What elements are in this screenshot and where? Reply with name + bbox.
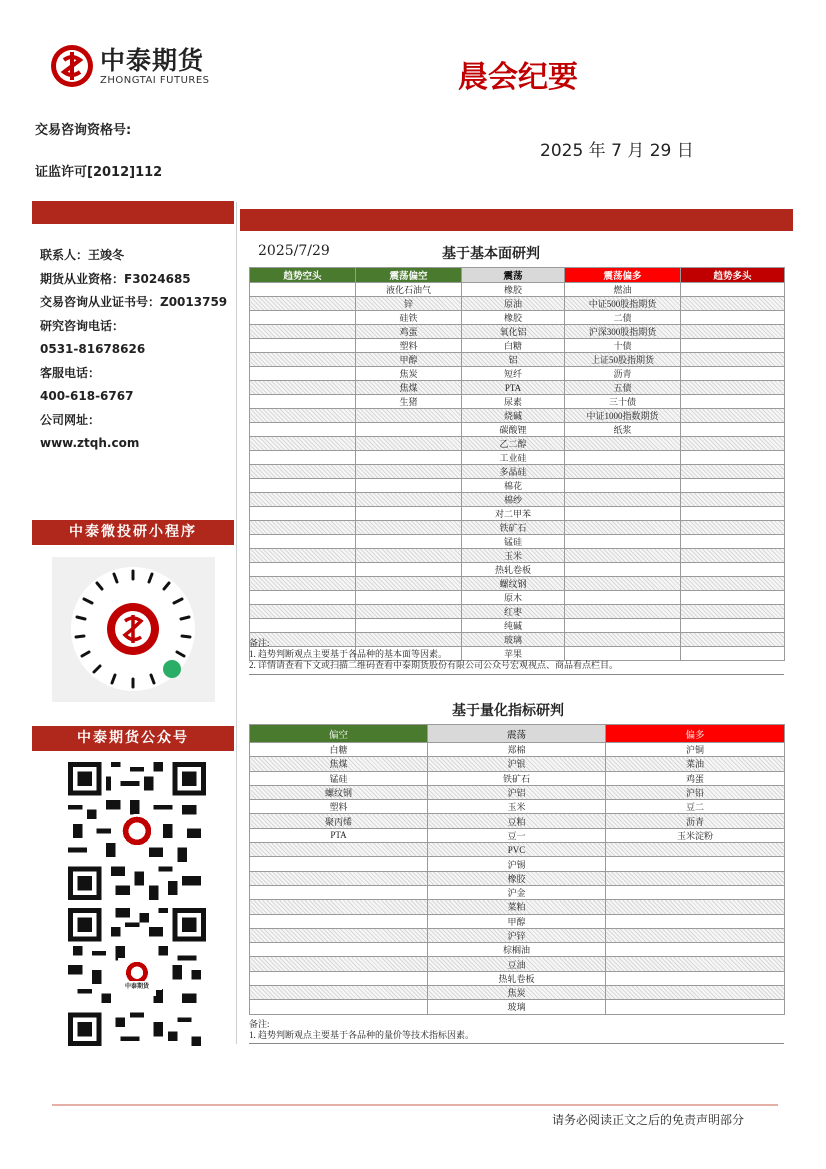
table-cell	[356, 549, 462, 563]
table-row	[250, 914, 785, 928]
table-cell	[681, 507, 785, 521]
table-cell: 苹果	[462, 647, 565, 661]
zhongtai-logo-icon	[50, 44, 94, 88]
table-cell	[681, 311, 785, 325]
table-cell: 螺纹钢	[462, 577, 565, 591]
table-cell	[250, 311, 356, 325]
table-cell	[250, 577, 356, 591]
table-cell: 热轧卷板	[428, 971, 606, 985]
table-cell	[565, 535, 681, 549]
quant-remarks	[249, 1019, 474, 1041]
table-cell	[681, 367, 785, 381]
table-cell: 沪铜	[606, 743, 785, 757]
table-cell: 玉米	[462, 549, 565, 563]
company-logo	[50, 44, 210, 88]
table-cell	[681, 647, 785, 661]
table-cell	[356, 535, 462, 549]
table-cell: 铝	[462, 353, 565, 367]
table-cell	[250, 900, 428, 914]
table-cell	[250, 479, 356, 493]
table-cell	[606, 857, 785, 871]
table-cell: 橡胶	[462, 283, 565, 297]
header-range-bullish: 震荡偏多	[565, 268, 681, 283]
table-cell	[356, 451, 462, 465]
right-header-bar	[240, 209, 793, 231]
table-cell: 锰硅	[250, 771, 428, 785]
header-range: 震荡	[462, 268, 565, 283]
table-cell: 沪锌	[428, 928, 606, 942]
table-cell: 碳酸锂	[462, 423, 565, 437]
table-row	[250, 857, 785, 871]
table-cell	[250, 493, 356, 507]
table-cell	[250, 843, 428, 857]
table-cell: 三十债	[565, 395, 681, 409]
table-cell	[356, 479, 462, 493]
table-cell: 纯碱	[462, 619, 565, 633]
remarks-title: 备注:	[249, 638, 270, 648]
table-cell: 玉米	[428, 800, 606, 814]
table-row	[250, 563, 785, 577]
table-cell	[250, 971, 428, 985]
table-cell: 对二甲苯	[462, 507, 565, 521]
table-cell: 棉花	[462, 479, 565, 493]
table-cell	[250, 381, 356, 395]
miniprogram-code-icon	[52, 557, 215, 702]
table-cell	[681, 339, 785, 353]
table-cell	[681, 297, 785, 311]
table-cell	[565, 549, 681, 563]
table-row	[250, 297, 785, 311]
table-cell	[606, 871, 785, 885]
table-cell	[681, 493, 785, 507]
table-cell	[606, 885, 785, 899]
table-cell	[681, 283, 785, 297]
table-cell	[250, 297, 356, 311]
table-cell	[250, 605, 356, 619]
table-row	[250, 507, 785, 521]
table-cell: 沥青	[565, 367, 681, 381]
table-row	[250, 549, 785, 563]
table-cell: 橡胶	[462, 311, 565, 325]
table-cell: 豆油	[428, 957, 606, 971]
table-cell: 中证500股指期货	[565, 297, 681, 311]
table-cell: 郑棉	[428, 743, 606, 757]
remark-line-1: 1. 趋势判断观点主要基于各品种的基本面等因素。	[249, 649, 448, 659]
header-bearish: 偏空	[250, 725, 428, 743]
table-cell	[250, 325, 356, 339]
table-cell: 沪银	[428, 757, 606, 771]
table-cell	[250, 465, 356, 479]
table-cell	[250, 521, 356, 535]
table-cell	[681, 423, 785, 437]
table-cell	[356, 493, 462, 507]
table-cell	[606, 914, 785, 928]
table-cell	[250, 871, 428, 885]
company-name-cn: 中泰期货	[100, 45, 205, 75]
table-cell: 甲醇	[356, 353, 462, 367]
qr-code-icon	[68, 908, 206, 1046]
table-cell	[250, 957, 428, 971]
fundamental-title: 基于基本面研判	[442, 246, 540, 262]
remarks-divider	[249, 674, 784, 675]
table-cell	[250, 591, 356, 605]
table-cell: 短纤	[462, 367, 565, 381]
table-row	[250, 409, 785, 423]
table-cell: 原油	[462, 297, 565, 311]
table-cell: 沪锡	[428, 857, 606, 871]
table-cell: 锌	[356, 297, 462, 311]
table-cell	[681, 409, 785, 423]
table-cell	[250, 914, 428, 928]
table-cell	[565, 465, 681, 479]
table-cell: 菜油	[606, 757, 785, 771]
fundamental-table	[249, 267, 785, 661]
table-cell	[250, 283, 356, 297]
qualification-label: 交易咨询资格号:	[35, 123, 132, 138]
report-title: 晨会纪要	[458, 60, 578, 95]
quant-table-body	[250, 743, 785, 1015]
remarks-title: 备注:	[249, 1019, 270, 1029]
table-cell	[681, 325, 785, 339]
table-cell: 焦煤	[356, 381, 462, 395]
remark-line-2: 2. 详情请查看下文或扫描二维码查看中泰期货股份有限公司公众号宏观视点、商品看点栏目。	[249, 660, 619, 670]
table-cell	[681, 563, 785, 577]
table-cell	[356, 521, 462, 535]
table-cell: 尿素	[462, 395, 565, 409]
table-cell	[565, 521, 681, 535]
table-cell	[681, 619, 785, 633]
table-row	[250, 577, 785, 591]
table-cell: 沥青	[606, 814, 785, 828]
table-cell: 螺纹钢	[250, 785, 428, 799]
table-cell	[250, 507, 356, 521]
table-cell	[250, 535, 356, 549]
table-cell	[250, 339, 356, 353]
table-cell: PTA	[250, 828, 428, 842]
table-cell	[250, 563, 356, 577]
table-cell	[681, 451, 785, 465]
table-cell	[250, 619, 356, 633]
table-cell	[565, 577, 681, 591]
remarks-divider	[249, 1043, 784, 1044]
table-cell: 白糖	[462, 339, 565, 353]
table-cell: 焦炭	[428, 986, 606, 1000]
table-cell	[250, 353, 356, 367]
table-cell: PVC	[428, 843, 606, 857]
table-cell	[250, 451, 356, 465]
table-cell	[606, 900, 785, 914]
table-cell: 锰硅	[462, 535, 565, 549]
table-row	[250, 885, 785, 899]
table-row	[250, 605, 785, 619]
table-row	[250, 367, 785, 381]
table-row	[250, 619, 785, 633]
table-cell	[681, 395, 785, 409]
table-cell: 塑料	[356, 339, 462, 353]
company-name-en: ZHONGTAI FUTURES	[100, 74, 210, 86]
table-row	[250, 591, 785, 605]
table-cell: 原木	[462, 591, 565, 605]
table-cell	[250, 437, 356, 451]
table-cell	[681, 577, 785, 591]
table-cell: 鸡蛋	[606, 771, 785, 785]
table-row	[250, 437, 785, 451]
table-cell	[681, 605, 785, 619]
table-row	[250, 757, 785, 771]
table-row	[250, 986, 785, 1000]
table-cell	[681, 549, 785, 563]
futures-qualification: 期货从业资格：F3024685	[40, 271, 191, 286]
table-row	[250, 1000, 785, 1014]
table-cell: 二债	[565, 311, 681, 325]
table-row	[250, 785, 785, 799]
official-account-heading: 中泰期货公众号	[32, 726, 234, 751]
table-cell: 豆一	[428, 828, 606, 842]
table-cell	[356, 619, 462, 633]
table-cell	[250, 986, 428, 1000]
table-cell: 烧碱	[462, 409, 565, 423]
miniprogram-heading: 中泰微投研小程序	[32, 520, 234, 545]
table-cell	[606, 971, 785, 985]
table-row	[250, 743, 785, 757]
table-cell	[681, 437, 785, 451]
quant-title: 基于量化指标研判	[452, 703, 564, 719]
advisory-certificate: 交易咨询从业证书号：Z0013759	[40, 295, 228, 309]
table-cell	[356, 563, 462, 577]
qr-code-icon	[68, 762, 206, 900]
table-cell: 乙二醇	[462, 437, 565, 451]
table-cell: PTA	[462, 381, 565, 395]
fundamental-remarks	[249, 638, 618, 671]
contact-person: 联系人：王竣冬	[40, 248, 125, 262]
table-cell	[681, 381, 785, 395]
table-row	[250, 381, 785, 395]
table-row	[250, 814, 785, 828]
service-phone: 400-618-6767	[40, 389, 134, 403]
table-cell: 生猪	[356, 395, 462, 409]
table-cell: 铁矿石	[462, 521, 565, 535]
table-cell: 十债	[565, 339, 681, 353]
table-cell	[250, 1000, 428, 1014]
table-cell	[565, 507, 681, 521]
table-row	[250, 451, 785, 465]
table-cell	[250, 423, 356, 437]
table-cell: 工业硅	[462, 451, 565, 465]
table-cell: 塑料	[250, 800, 428, 814]
table-row	[250, 521, 785, 535]
table-cell	[565, 563, 681, 577]
table-row	[250, 957, 785, 971]
service-phone-label: 客服电话：	[40, 365, 101, 380]
left-header-bar	[32, 201, 234, 224]
table-row	[250, 771, 785, 785]
table-cell: 橡胶	[428, 871, 606, 885]
qr-logo-text: 中泰期货	[112, 981, 162, 990]
table-row	[250, 843, 785, 857]
table-cell: 焦炭	[356, 367, 462, 381]
contact-info	[40, 244, 227, 456]
table-cell: 白糖	[250, 743, 428, 757]
table-cell	[681, 633, 785, 647]
table-cell	[250, 395, 356, 409]
table-row	[250, 479, 785, 493]
table-cell	[356, 409, 462, 423]
table-cell: 纸浆	[565, 423, 681, 437]
table-cell: 焦煤	[250, 757, 428, 771]
table-row	[250, 395, 785, 409]
table-cell	[681, 353, 785, 367]
table-row	[250, 971, 785, 985]
license-number: 证监许可[2012]112	[35, 165, 163, 180]
table-cell: 多晶硅	[462, 465, 565, 479]
header-range-bearish: 震荡偏空	[356, 268, 462, 283]
table-cell: 棉纱	[462, 493, 565, 507]
table-cell	[565, 451, 681, 465]
website-label: 公司网址：	[40, 412, 101, 427]
table-cell	[250, 549, 356, 563]
column-divider	[236, 202, 237, 1044]
official-account-qr-code-1[interactable]	[68, 762, 206, 900]
table-row	[250, 423, 785, 437]
table-row	[250, 283, 785, 297]
table-cell: 铁矿石	[428, 771, 606, 785]
table-cell	[681, 535, 785, 549]
table-row	[250, 465, 785, 479]
table-cell: 五债	[565, 381, 681, 395]
table-row	[250, 311, 785, 325]
table-cell: 鸡蛋	[356, 325, 462, 339]
table-cell	[356, 437, 462, 451]
table-cell	[606, 843, 785, 857]
table-row	[250, 943, 785, 957]
table-row	[250, 535, 785, 549]
table-cell: 甲醇	[428, 914, 606, 928]
table-row	[250, 339, 785, 353]
website-link[interactable]: www.ztqh.com	[40, 436, 140, 450]
fundamental-date: 2025/7/29	[258, 243, 330, 259]
table-cell: 玻璃	[462, 633, 565, 647]
table-cell	[356, 507, 462, 521]
table-cell	[606, 943, 785, 957]
table-cell: 聚丙烯	[250, 814, 428, 828]
table-cell: 红枣	[462, 605, 565, 619]
table-cell	[356, 577, 462, 591]
table-cell	[606, 928, 785, 942]
header-trend-bullish: 趋势多头	[681, 268, 785, 283]
table-cell	[565, 437, 681, 451]
table-cell	[606, 1000, 785, 1014]
table-cell	[606, 986, 785, 1000]
research-phone: 0531-81678626	[40, 342, 146, 356]
table-cell: 硅铁	[356, 311, 462, 325]
table-cell	[565, 479, 681, 493]
table-cell: 氧化铝	[462, 325, 565, 339]
table-cell: 豆粕	[428, 814, 606, 828]
table-cell	[250, 928, 428, 942]
remark-line-1: 1. 趋势判断观点主要基于各品种的量价等技术指标因素。	[249, 1030, 475, 1040]
table-cell	[356, 465, 462, 479]
table-cell: 沪铅	[606, 785, 785, 799]
table-cell: 沪深300股指期货	[565, 325, 681, 339]
research-phone-label: 研究咨询电话：	[40, 318, 125, 333]
footer-divider	[52, 1104, 778, 1106]
table-cell: 豆二	[606, 800, 785, 814]
table-cell: 热轧卷板	[462, 563, 565, 577]
table-cell: 棕榈油	[428, 943, 606, 957]
quant-table	[249, 724, 785, 1015]
table-cell: 液化石油气	[356, 283, 462, 297]
table-cell	[250, 885, 428, 899]
header-neutral: 震荡	[428, 725, 606, 743]
table-cell	[250, 409, 356, 423]
table-cell	[681, 465, 785, 479]
table-cell: 燃油	[565, 283, 681, 297]
official-account-qr-code-2[interactable]	[68, 908, 206, 1046]
table-row	[250, 928, 785, 942]
table-cell	[250, 943, 428, 957]
table-cell: 上证50股指期货	[565, 353, 681, 367]
report-date: 2025 年 7 月 29 日	[540, 141, 694, 161]
table-cell	[356, 591, 462, 605]
header-trend-bearish: 趋势空头	[250, 268, 356, 283]
table-row	[250, 493, 785, 507]
table-row	[250, 800, 785, 814]
table-cell	[250, 367, 356, 381]
fundamental-table-body	[250, 283, 785, 661]
table-cell: 玻璃	[428, 1000, 606, 1014]
table-cell	[565, 619, 681, 633]
table-cell: 中证1000指数期货	[565, 409, 681, 423]
table-cell	[681, 479, 785, 493]
table-row	[250, 900, 785, 914]
table-cell	[356, 423, 462, 437]
table-cell: 玉米淀粉	[606, 828, 785, 842]
table-row	[250, 325, 785, 339]
table-cell: 沪铝	[428, 785, 606, 799]
header-bullish: 偏多	[606, 725, 785, 743]
table-cell	[681, 521, 785, 535]
table-cell	[565, 605, 681, 619]
table-cell: 菜粕	[428, 900, 606, 914]
table-row	[250, 871, 785, 885]
table-cell	[356, 605, 462, 619]
table-cell	[606, 957, 785, 971]
table-cell	[250, 857, 428, 871]
table-cell: 沪金	[428, 885, 606, 899]
table-cell	[565, 591, 681, 605]
footer-disclaimer: 请务必阅读正文之后的免责声明部分	[552, 1113, 745, 1127]
table-row	[250, 828, 785, 842]
table-cell	[681, 591, 785, 605]
miniprogram-qr-code[interactable]	[52, 557, 215, 702]
table-cell	[565, 493, 681, 507]
table-row	[250, 353, 785, 367]
